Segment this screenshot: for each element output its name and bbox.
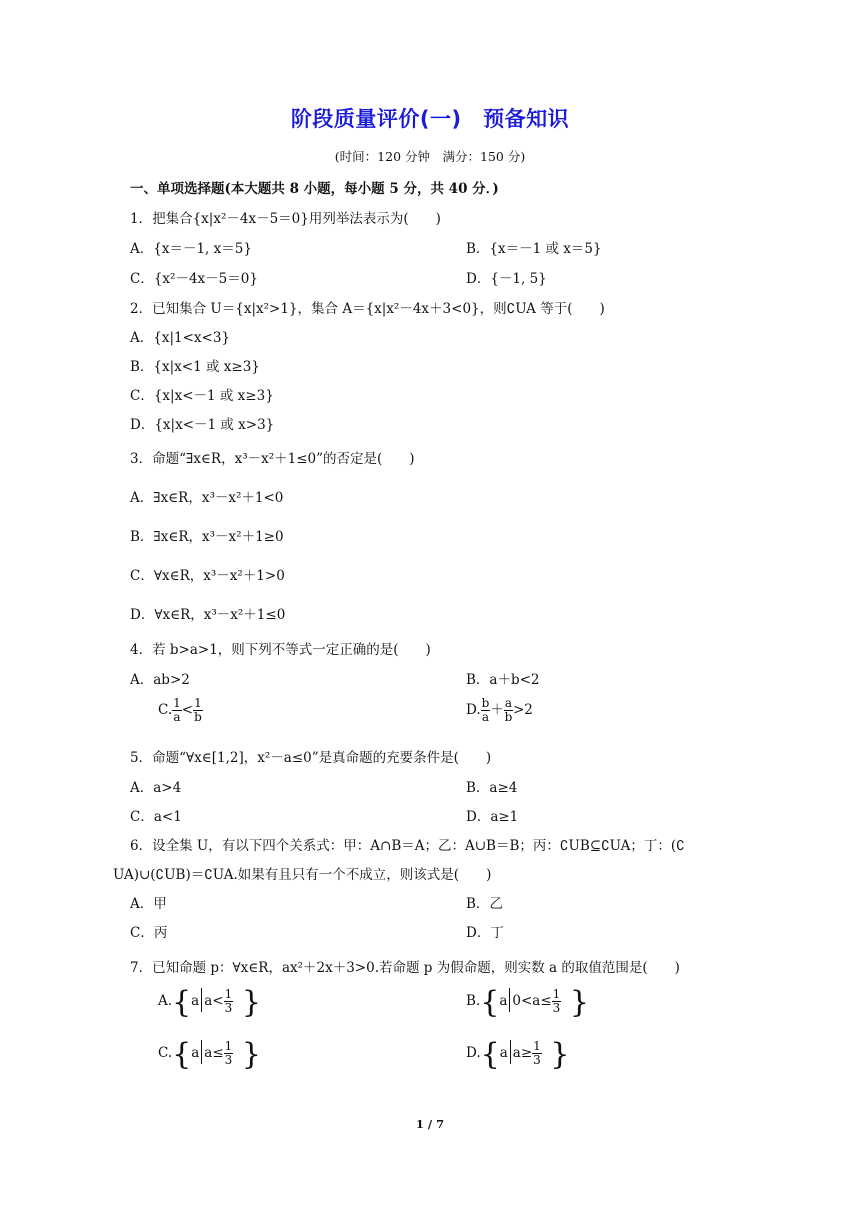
fraction: $\frac{1}{3}$ (552, 987, 561, 1015)
question-5-option-d: D．a≥1 (466, 809, 519, 825)
question-3-stem: 3．命题“∃x∈R，x³－x²＋1≤0”的否定是( ) (130, 451, 415, 467)
question-1-option-d: D．{－1, 5} (466, 271, 547, 287)
question-1-option-c: C．{x²－4x－5＝0} (130, 271, 258, 287)
question-4-option-b: B．a＋b<2 (466, 672, 540, 688)
question-5-option-c: C．a<1 (130, 809, 182, 825)
question-7-option-c: C.{a a≤ $\frac{1}{3}$ } (158, 1037, 261, 1072)
question-6-option-d: D．丁 (466, 925, 504, 941)
fraction: $\frac{a}{b}$ (504, 696, 513, 724)
question-2-option-c: C．{x|x<－1 或 x≥3} (130, 388, 274, 404)
exam-info: (时间：120 分钟 满分：150 分) (334, 149, 526, 164)
question-6-option-b: B．乙 (466, 896, 503, 912)
question-5-option-b: B．a≥4 (466, 780, 518, 796)
question-7-option-a: A.{a a< $\frac{1}{3}$ } (158, 985, 261, 1020)
fraction: $\frac{1}{b}$ (194, 696, 202, 724)
fraction: $\frac{1}{3}$ (224, 987, 233, 1015)
page-number: 1 / 7 (415, 1117, 445, 1131)
fraction: $\frac{1}{3}$ (224, 1039, 233, 1067)
page-title: 阶段质量评价(一) 预备知识 (290, 107, 570, 131)
fraction: $\frac{1}{3}$ (533, 1039, 541, 1067)
question-4-stem: 4．若 b>a>1，则下列不等式一定正确的是( ) (130, 642, 431, 658)
question-4-option-a: A．ab>2 (130, 672, 190, 688)
question-3-option-d: D．∀x∈R，x³－x²＋1≤0 (130, 607, 286, 623)
question-2-option-b: B．{x|x<1 或 x≥3} (130, 359, 260, 375)
fraction: $\frac{b}{a}$ (481, 696, 490, 724)
question-2-stem: 2．已知集合 U＝{x|x²>1}，集合 A＝{x|x²－4x＋3<0}，则∁UA 等于( ) (130, 301, 605, 317)
section-heading: 一、单项选择题(本大题共 8 小题，每小题 5 分，共 40 分．) (130, 181, 499, 197)
question-6-stem-line1: 6．设全集 U，有以下四个关系式：甲：A∩B＝A；乙：A∪B＝B；丙：∁UB⊆∁UA；丁：(∁ (130, 838, 685, 854)
question-7-option-b: B.{a 0<a≤ $\frac{1}{3}$ } (466, 985, 589, 1020)
question-3-option-a: A．∃x∈R，x³－x²＋1<0 (130, 490, 284, 506)
question-1-option-a: A．{x＝－1, x＝5} (130, 241, 252, 257)
question-6-option-a: A．甲 (130, 896, 167, 912)
fraction: $\frac{1}{a}$ (173, 696, 181, 724)
question-2-option-a: A．{x|1<x<3} (130, 330, 231, 346)
question-4-option-c: C. $\frac{1}{a}$ < $\frac{1}{b}$ (158, 696, 202, 724)
question-1-stem: 1．把集合{x|x²－4x－5＝0}用列举法表示为( ) (130, 211, 441, 227)
question-6-option-c: C．丙 (130, 925, 168, 941)
question-3-option-b: B．∃x∈R，x³－x²＋1≥0 (130, 529, 284, 545)
question-4-option-d: D. $\frac{b}{a}$ ＋ $\frac{a}{b}$ >2 (466, 696, 533, 724)
question-5-option-a: A．a>4 (130, 780, 182, 796)
question-7-option-d: D.{a a≥ $\frac{1}{3}$ } (466, 1037, 570, 1072)
question-1-option-b: B．{x＝－1 或 x＝5} (466, 241, 602, 257)
question-5-stem: 5．命题“∀x∈[1,2]，x²－a≤0”是真命题的充要条件是( ) (130, 750, 492, 766)
question-7-stem: 7．已知命题 p：∀x∈R，ax²＋2x＋3>0.若命题 p 为假命题，则实数 a 的取值范围是( ) (130, 960, 680, 976)
question-2-option-d: D．{x|x<－1 或 x>3} (130, 417, 275, 433)
question-6-stem-line2: UA)∪(∁UB)＝∁UA.如果有且只有一个不成立，则该式是( ) (113, 867, 492, 883)
question-3-option-c: C．∀x∈R，x³－x²＋1>0 (130, 568, 285, 584)
